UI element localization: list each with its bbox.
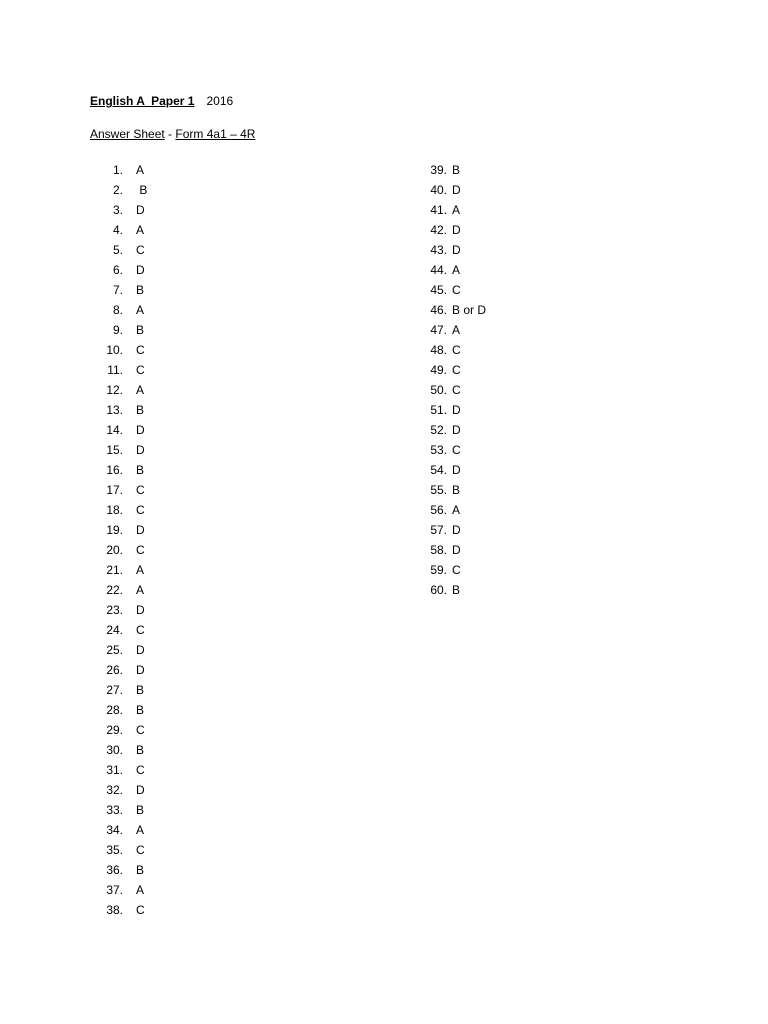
answer-value: C <box>452 443 461 457</box>
answer-row <box>100 380 147 400</box>
answer-row <box>100 600 147 620</box>
answer-row <box>100 640 147 660</box>
question-number: 23. <box>106 603 123 617</box>
answer-row <box>414 340 486 360</box>
answer-row <box>414 420 486 440</box>
question-number: 16. <box>106 463 123 477</box>
answer-value: A <box>136 383 145 397</box>
answer-value: D <box>452 243 461 257</box>
answer-row <box>100 560 147 580</box>
answer-row <box>100 660 147 680</box>
answer-sheet-heading <box>90 127 255 141</box>
answer-row <box>100 440 147 460</box>
question-number: 41. <box>430 203 447 217</box>
question-number: 17. <box>106 483 123 497</box>
question-number: 4. <box>112 223 123 237</box>
answer-value: B <box>136 863 145 877</box>
answer-value: B <box>136 743 145 757</box>
answer-value: A <box>136 303 145 317</box>
question-number: 11. <box>107 363 123 377</box>
answer-row <box>414 560 486 580</box>
question-number: 39. <box>430 163 447 177</box>
question-number: 2. <box>112 183 123 197</box>
question-number: 13. <box>106 403 123 417</box>
answer-value: D <box>136 783 145 797</box>
answer-value: A <box>136 883 145 897</box>
answer-row <box>100 580 147 600</box>
answer-value: C <box>136 363 145 377</box>
question-number: 60. <box>430 583 447 597</box>
question-number: 52. <box>430 423 447 437</box>
answer-row <box>414 200 486 220</box>
question-number: 7. <box>112 283 123 297</box>
answer-row <box>100 880 147 900</box>
answer-value: C <box>136 503 145 517</box>
answer-value: C <box>136 623 145 637</box>
question-number: 34. <box>106 823 123 837</box>
answer-value: B <box>136 403 145 417</box>
question-number: 47. <box>430 323 447 337</box>
answer-value: D <box>136 203 145 217</box>
question-number: 45. <box>430 283 447 297</box>
question-number: 29. <box>106 723 123 737</box>
document-year: 2016 <box>206 94 234 108</box>
answer-row <box>100 460 147 480</box>
answer-value: D <box>136 603 145 617</box>
question-number: 46. <box>430 303 447 317</box>
answer-value: C <box>136 723 145 737</box>
question-number: 37. <box>106 883 123 897</box>
answer-value: B or D <box>452 303 487 317</box>
question-number: 53. <box>430 443 447 457</box>
question-number: 22. <box>106 583 123 597</box>
answer-value: A <box>452 323 461 337</box>
answer-row <box>100 680 147 700</box>
answer-value: B <box>136 323 145 337</box>
answer-value: D <box>136 443 145 457</box>
answer-value: D <box>136 643 145 657</box>
question-number: 50. <box>430 383 447 397</box>
answer-value: D <box>452 523 461 537</box>
answer-row <box>100 820 147 840</box>
answer-value: C <box>136 243 145 257</box>
answer-row <box>414 360 486 380</box>
answer-row <box>100 240 147 260</box>
answer-value: B <box>136 283 145 297</box>
answer-value: D <box>452 543 461 557</box>
answer-row <box>414 520 486 540</box>
question-number: 5. <box>112 243 123 257</box>
question-number: 31. <box>106 763 123 777</box>
document-title-line <box>90 94 233 108</box>
answer-row <box>100 740 147 760</box>
question-number: 27. <box>106 683 123 697</box>
question-number: 40. <box>430 183 447 197</box>
answer-row <box>100 280 147 300</box>
question-number: 32. <box>106 783 123 797</box>
answer-value: B <box>136 683 145 697</box>
answer-row <box>100 720 147 740</box>
question-number: 42. <box>430 223 447 237</box>
heading-separator: - <box>164 127 176 141</box>
answer-value: B <box>452 163 461 177</box>
question-number: 1. <box>112 163 123 177</box>
answer-row <box>100 200 147 220</box>
answer-row <box>100 760 147 780</box>
question-number: 49. <box>430 363 447 377</box>
answer-row <box>414 320 486 340</box>
question-number: 48. <box>430 343 447 357</box>
answer-value: B <box>452 483 461 497</box>
answer-value: A <box>452 503 461 517</box>
answer-row <box>414 180 486 200</box>
question-number: 6. <box>112 263 123 277</box>
answer-row <box>414 500 486 520</box>
answer-value: B <box>136 803 145 817</box>
answer-value: D <box>136 423 145 437</box>
answer-value: C <box>136 903 145 917</box>
question-number: 20. <box>106 543 123 557</box>
question-number: 35. <box>106 843 123 857</box>
answer-value: C <box>452 383 461 397</box>
question-number: 19. <box>106 523 123 537</box>
answer-row <box>100 700 147 720</box>
question-number: 28. <box>106 703 123 717</box>
question-number: 25. <box>106 643 123 657</box>
question-number: 26. <box>106 663 123 677</box>
answer-row <box>414 260 486 280</box>
answer-row <box>414 480 486 500</box>
answer-value: B <box>136 703 145 717</box>
answer-row <box>414 380 486 400</box>
answer-row <box>100 900 147 920</box>
answer-value: D <box>452 223 461 237</box>
answer-list-left <box>100 160 147 920</box>
answer-row <box>414 540 486 560</box>
answer-row <box>414 460 486 480</box>
answer-row <box>100 840 147 860</box>
answer-row <box>100 800 147 820</box>
answer-sheet-label: Answer Sheet <box>90 127 165 141</box>
answer-value: A <box>136 823 145 837</box>
question-number: 18. <box>106 503 123 517</box>
answer-value: D <box>452 183 461 197</box>
question-number: 36. <box>106 863 123 877</box>
question-number: 8. <box>112 303 123 317</box>
answer-row <box>100 620 147 640</box>
answer-value: D <box>452 403 461 417</box>
answer-row <box>414 280 486 300</box>
answer-value: D <box>136 663 145 677</box>
question-number: 38. <box>106 903 123 917</box>
answer-value: C <box>136 543 145 557</box>
question-number: 58. <box>430 543 447 557</box>
answer-row <box>100 220 147 240</box>
question-number: 44. <box>430 263 447 277</box>
answer-row <box>414 240 486 260</box>
answer-list-right <box>414 160 486 600</box>
answer-row <box>100 400 147 420</box>
answer-row <box>414 440 486 460</box>
answer-row <box>414 160 486 180</box>
answer-row <box>100 520 147 540</box>
answer-value: C <box>136 343 145 357</box>
answer-row <box>414 220 486 240</box>
question-number: 9. <box>112 323 123 337</box>
answer-value: B <box>136 463 145 477</box>
answer-row <box>100 300 147 320</box>
question-number: 54. <box>430 463 447 477</box>
answer-row <box>100 260 147 280</box>
question-number: 30. <box>106 743 123 757</box>
answer-value: C <box>452 343 461 357</box>
answer-value: C <box>452 563 461 577</box>
answer-row <box>414 400 486 420</box>
question-number: 12. <box>106 383 123 397</box>
question-number: 14. <box>106 423 123 437</box>
question-number: 56. <box>430 503 447 517</box>
answer-value: A <box>452 203 461 217</box>
answer-value: A <box>136 583 145 597</box>
question-number: 51. <box>430 403 447 417</box>
question-number: 57. <box>430 523 447 537</box>
question-number: 24. <box>106 623 123 637</box>
answer-value: A <box>452 263 461 277</box>
question-number: 21. <box>106 563 123 577</box>
answer-row <box>100 420 147 440</box>
answer-row <box>100 340 147 360</box>
answer-row <box>100 540 147 560</box>
answer-row <box>414 300 486 320</box>
answer-value: D <box>452 423 461 437</box>
answer-value: B <box>136 183 148 197</box>
answer-value: A <box>136 223 145 237</box>
answer-row <box>100 860 147 880</box>
answer-value: A <box>136 563 145 577</box>
document-title: English A Paper 1 <box>90 94 195 108</box>
answer-row <box>100 320 147 340</box>
question-number: 33. <box>106 803 123 817</box>
answer-value: C <box>136 763 145 777</box>
question-number: 3. <box>112 203 123 217</box>
question-number: 10. <box>106 343 123 357</box>
form-label: Form 4a1 – 4R <box>175 127 256 141</box>
answer-value: C <box>452 363 461 377</box>
answer-row <box>100 480 147 500</box>
answer-value: B <box>452 583 461 597</box>
answer-value: C <box>452 283 461 297</box>
answer-value: D <box>136 523 145 537</box>
answer-value: D <box>452 463 461 477</box>
answer-row <box>100 500 147 520</box>
question-number: 59. <box>430 563 447 577</box>
answer-row <box>100 780 147 800</box>
answer-value: C <box>136 483 145 497</box>
answer-value: D <box>136 263 145 277</box>
question-number: 43. <box>430 243 447 257</box>
answer-row <box>414 580 486 600</box>
answer-value: C <box>136 843 145 857</box>
answer-row <box>100 180 147 200</box>
answer-row <box>100 360 147 380</box>
answer-value: A <box>136 163 145 177</box>
answer-row <box>100 160 147 180</box>
question-number: 15. <box>106 443 123 457</box>
question-number: 55. <box>430 483 447 497</box>
